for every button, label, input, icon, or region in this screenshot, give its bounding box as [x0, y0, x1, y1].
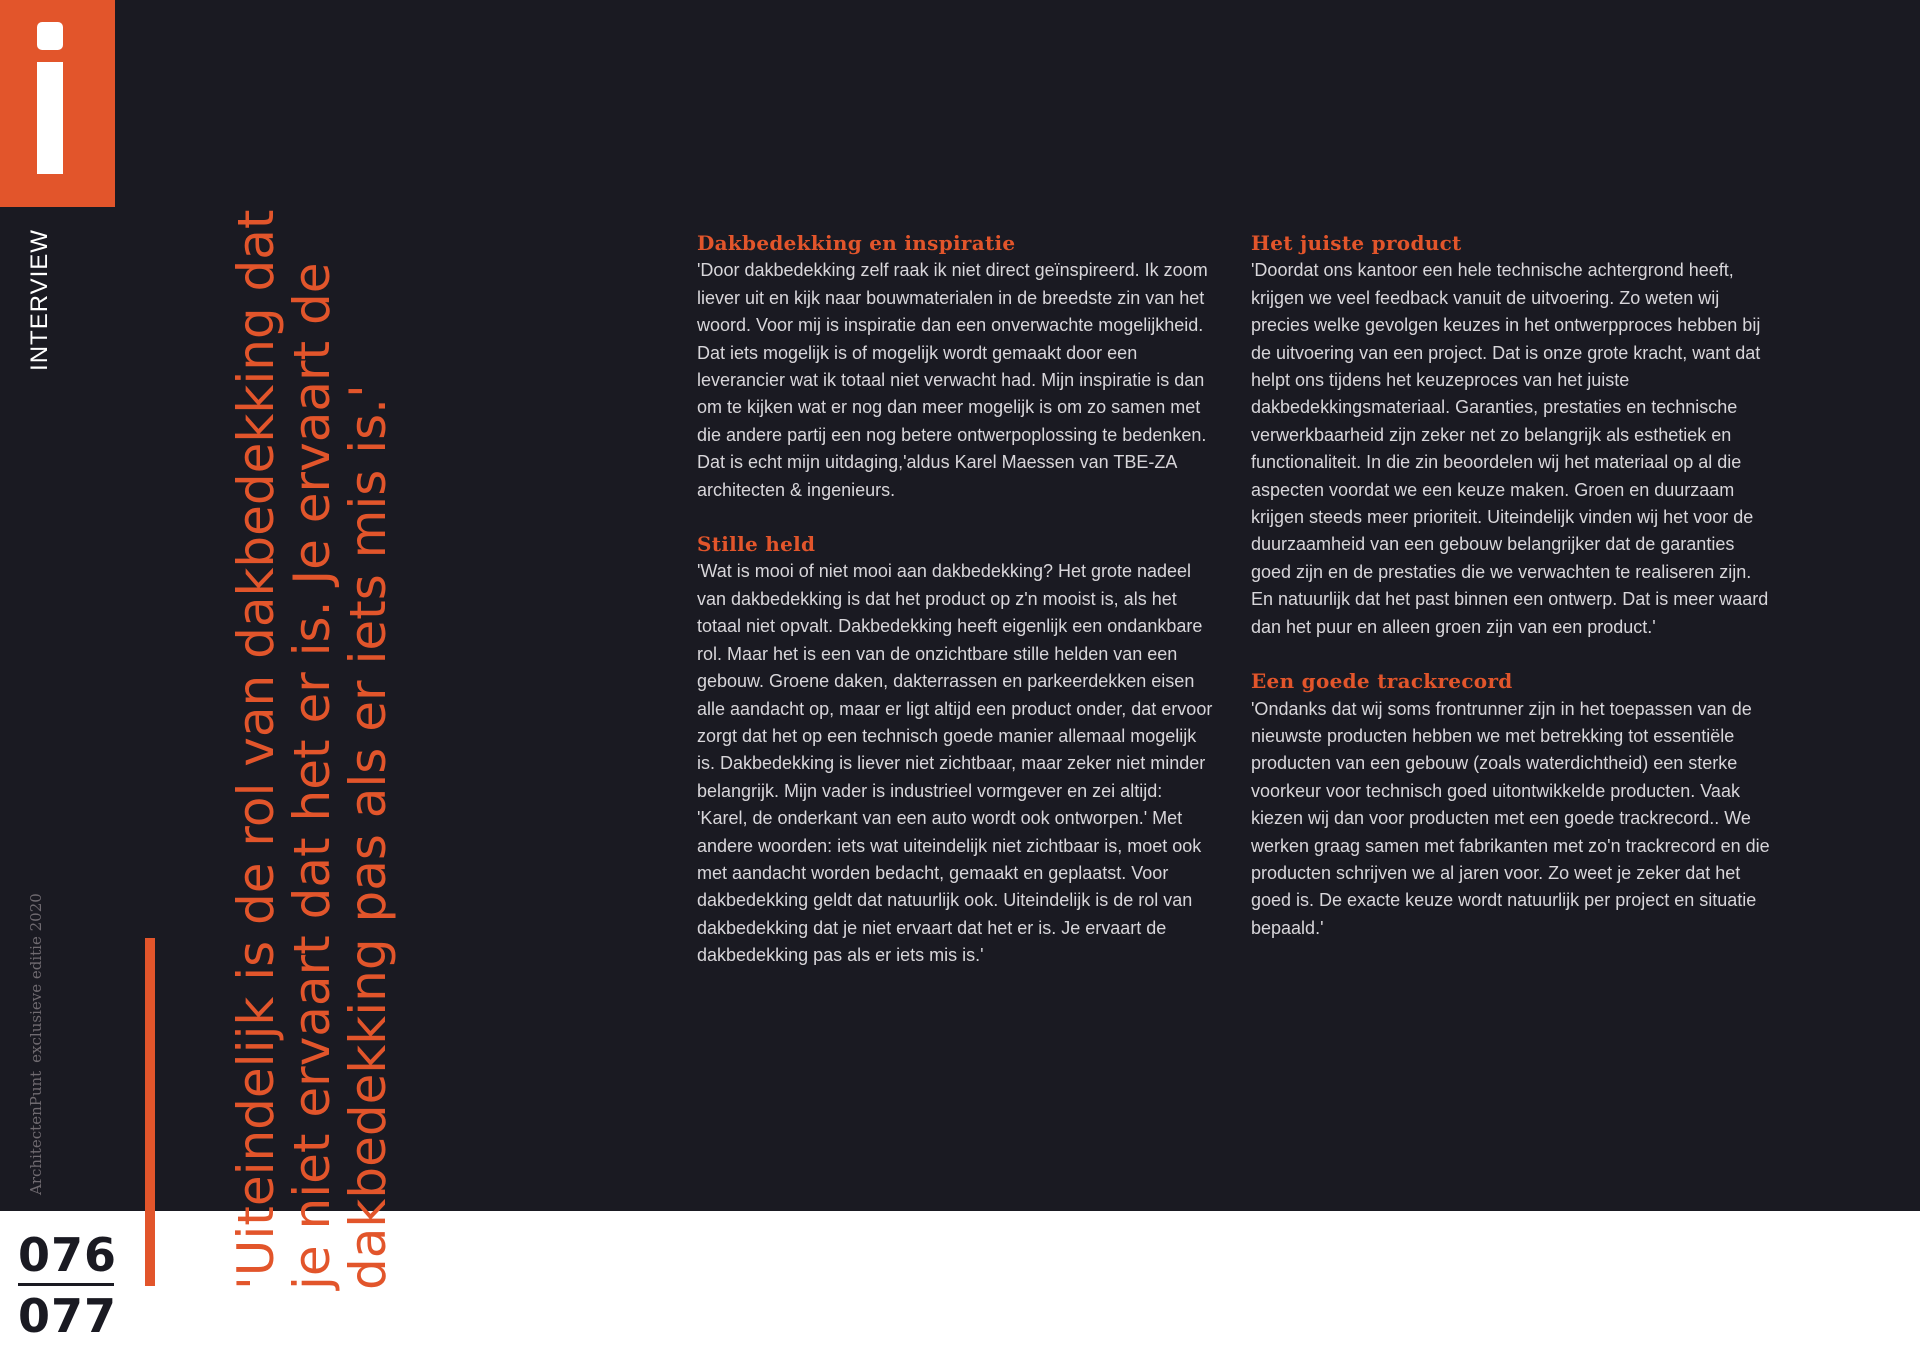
- page-number-right: 077: [18, 1289, 118, 1343]
- logo-i-icon: [0, 0, 115, 207]
- page-number-divider: [18, 1283, 114, 1286]
- text-column-left: [697, 230, 1217, 997]
- section-heading: Een goede trackrecord: [1251, 669, 1513, 694]
- publication-title: ArchitectenPunt: [27, 1070, 45, 1195]
- publication-edition: exclusieve editie 2020: [27, 893, 45, 1063]
- text-column-right: [1251, 230, 1771, 969]
- page-number-left: 076: [18, 1228, 118, 1282]
- section-body: 'Doordat ons kantoor een hele technische achtergrond heeft, krijgen we veel feedback vanuit de uitvoering. Zo weten wij precies welke gevolgen keuzes in het ontwerpproces hebben bij de uitvoering van een project. Dat is onze grote kracht, want dat helpt ons tijdens het keuzeproces van het juiste dakbedekkingsmateriaal. Garanties, prestaties en technische verwerkbaarheid zijn zeker net zo belangrijk als esthetiek en functionaliteit. In die zin beoordelen wij het materiaal op al die aspecten voordat we een keuze maken. Groen en duurzaam krijgen steeds meer prioriteit. Uiteindelijk vinden wij het voor de duurzaamheid van een gebouw belangrijker dat de garanties goed zijn en de prestaties die we verwachten te realiseren zijn. En natuurlijk dat het past binnen een ontwerp. Dat is meer waard dan het puur en alleen groen zijn van een product.': [1251, 260, 1769, 637]
- pull-quote: 'Uiteindelijk is de rol van dakbedekking dat je niet ervaart dat het er is. Je ervaart de dakbedekking pas als er iets mis is.': [227, 209, 397, 1290]
- section-body: 'Wat is mooi of niet mooi aan dakbedekking? Het grote nadeel van dakbedekking is dat het product op z'n mooist is, als het totaal niet opvalt. Dakbedekking heeft eigenlijk een ondankbare rol. Maar het is een van de onzichtbare stille helden van een gebouw. Groene daken, dakterrassen en parkeerdekken eisen alle aandacht op, maar er ligt altijd een product onder, dat ervoor zorgt dat het op een technisch goede manier allemaal mogelijk is. Dakbedekking is liever niet zichtbaar, maar zeker niet minder belangrijk. Mijn vader is industrieel vormgever en zei altijd: 'Karel, de onderkant van een auto wordt ook ontworpen.' Met andere woorden: iets wat uiteindelijk niet zichtbaar is, moet ook met aandacht worden bedacht, gemaakt en geplaatst. Voor dakbedekking geldt dat natuurlijk ook. Uiteindelijk is de rol van dakbedekking dat je niet ervaart dat het er is. Je ervaart de dakbedekking pas als er iets mis is.': [697, 561, 1213, 966]
- logo-box: [0, 0, 115, 207]
- section-label: INTERVIEW: [26, 229, 53, 371]
- section-body: 'Ondanks dat wij soms frontrunner zijn in het toepassen van de nieuwste producten hebben we met betrekking tot essentiële producten van een gebouw (zoals waterdichtheid) een sterke voorkeur voor technisch goed uitontwikkelde producten. Vaak kiezen wij dan voor producten met een goede trackrecord.. We werken graag samen met fabrikanten met zo'n trackrecord en die producten schrijven we al jaren voor. Zo weet je zeker dat het goed is. De exacte keuze wordt natuurlijk per project en situatie bepaald.': [1251, 698, 1770, 938]
- section-heading: Het juiste product: [1251, 231, 1462, 255]
- publication-name: [27, 893, 45, 1195]
- section-heading: Stille held: [697, 532, 816, 557]
- section-body: 'Door dakbedekking zelf raak ik niet direct geïnspireerd. Ik zoom liever uit en kijk naar bouwmaterialen in de breedste zin van het woord. Voor mij is inspiratie dan een onverwachte mogelijkheid. Dat iets mogelijk is of mogelijk wordt gemaakt door een leverancier wat ik totaal niet verwacht had. Mijn inspiratie is dan om te kijken wat er nog dan meer mogelijk is om zo samen met die andere partij een nog betere ontwerpoplossing te bedenken. Dat is echt mijn uitdaging,'aldus Karel Maessen van TBE-ZA architecten & ingenieurs.: [697, 260, 1208, 500]
- section-heading: Dakbedekking en inspiratie: [697, 231, 1016, 255]
- accent-bar: [145, 938, 155, 1286]
